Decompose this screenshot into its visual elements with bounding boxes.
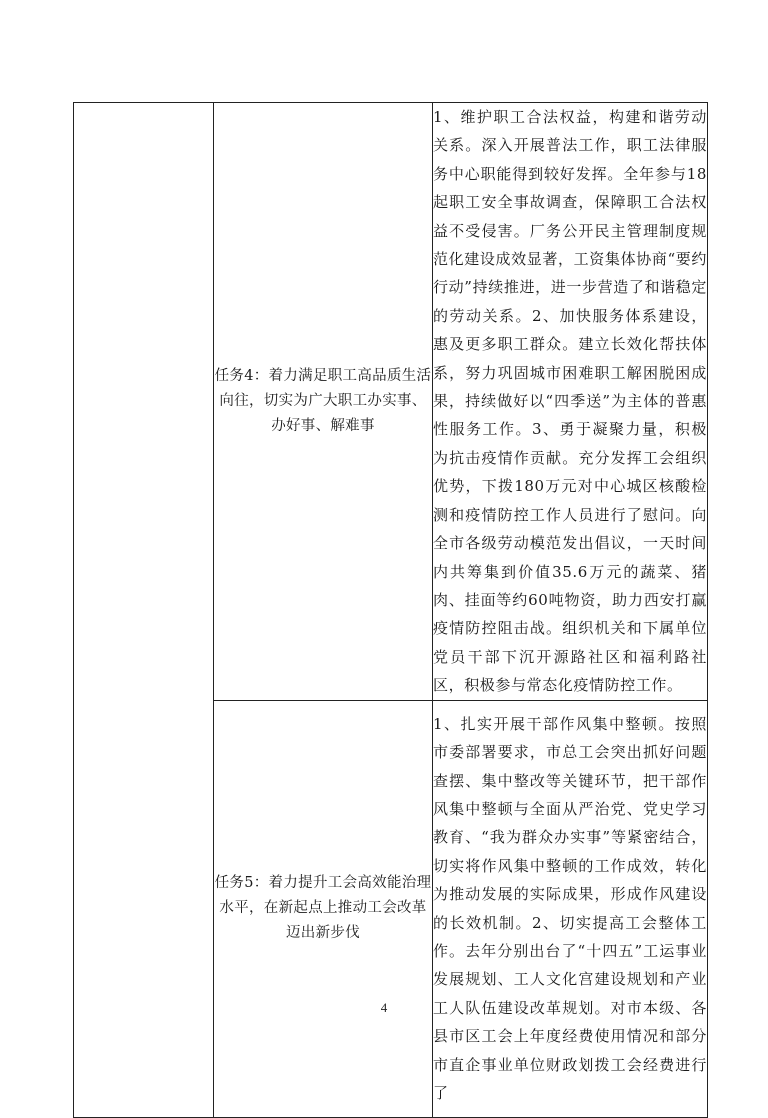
task-cell [214, 700, 433, 1117]
task-table [73, 102, 708, 1118]
task-4-text: 任务4：着力满足职工高品质生活向往，切实为广大职工办实事、办好事、解难事 [214, 367, 432, 434]
description-cell [433, 700, 708, 1117]
task-4-description: 1、维护职工合法权益，构建和谐劳动关系。深入开展普法工作，职工法律服务中心职能得到较好发挥。全年参与18起职工安全事故调查，保障职工合法权益不受侵害。厂务公开民主管理制度规范化建设成效显著，工资集体协商“要约行动”持续推进，进一步营造了和谐稳定的劳动关系。2、加快服务体系建设，惠及更多职工群众。建立长效化帮扶体系，努力巩固城市困难职工解困脱困成果，持续做好以“四季送”为主体的普惠性服务工作。3、勇于凝聚力量，积极为抗击疫情作贡献。充分发挥工会组织优势，下拨180万元对中心城区核酸检测和疫情防控工作人员进行了慰问。向全市各级劳动模范发出倡议，一天时间内共筹集到价值35.6万元的蔬菜、猪肉、挂面等约60吨物资，助力西安打赢疫情防控阻击战。组织机关和下属单位党员干部下沉开源路社区和福利路社区，积极参与常态化疫情防控工作。 [433, 108, 707, 695]
page-number: 4 [380, 1000, 388, 1015]
task-5-description: 1、扎实开展干部作风集中整顿。按照市委部署要求，市总工会突出抓好问题查摆、集中整改等关键环节，把干部作风集中整顿与全面从严治党、党史学习教育、“我为群众办实事”等紧密结合，切实将作风集中整顿的工作成效，转化为推动发展的实际成果，形成作风建设的长效机制。2、切实提高工会整体工作。去年分别出台了“十四五”工运事业发展规划、工人文化宫建设规划和产业工人队伍建设改革规划。对市本级、各县市区工会上年度经费使用情况和部分市直企事业单位财政划拨工会经费进行了 [433, 714, 707, 1102]
table-row [74, 103, 708, 701]
task-5-text: 任务5：着力提升工会高效能治理水平，在新起点上推动工会改革迈出新步伐 [214, 875, 432, 942]
description-cell [433, 103, 708, 701]
task-cell [214, 103, 433, 701]
empty-category-cell [74, 103, 214, 1118]
